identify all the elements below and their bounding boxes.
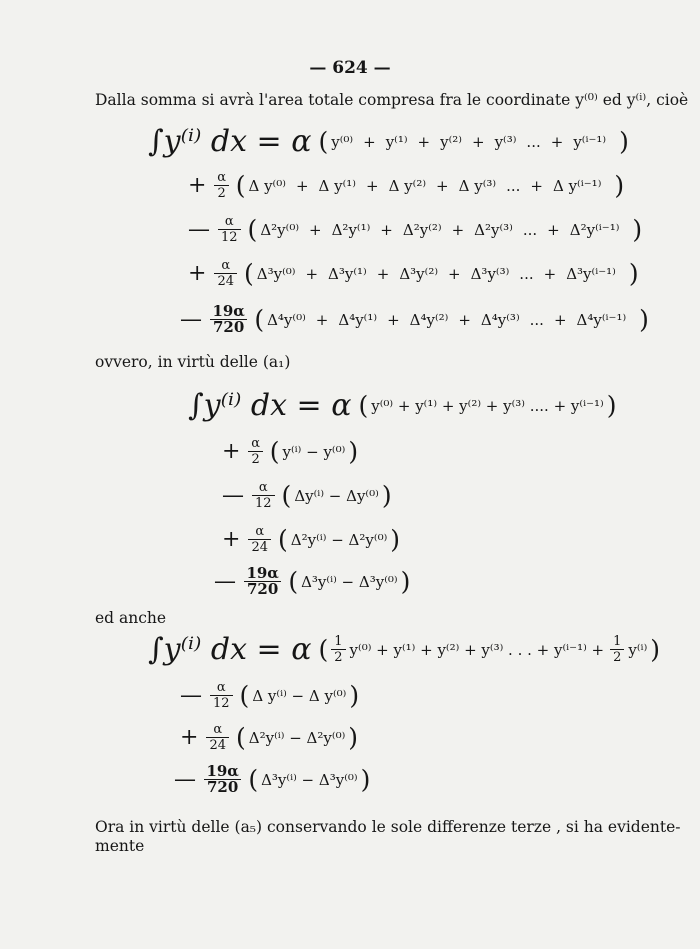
op-sign: + xyxy=(188,173,207,198)
eq1-row5-t0: Δ⁴y⁽⁰⁾ xyxy=(267,310,306,329)
fraction xyxy=(214,170,228,201)
op-sign: — xyxy=(180,307,202,332)
frac-den: 720 xyxy=(244,581,281,597)
left-paren: ( xyxy=(358,391,369,420)
eq1-row5-t5: + xyxy=(458,310,471,329)
right-paren: ) xyxy=(632,215,643,244)
equation-3-line-1 xyxy=(148,632,663,667)
frac-den: 720 xyxy=(204,779,241,795)
eq1-row1-t2: y⁽¹⁾ xyxy=(385,132,408,151)
eq1-row3-t2: Δ²y⁽¹⁾ xyxy=(331,220,371,239)
right-paren: ) xyxy=(400,567,411,596)
op-sign: — xyxy=(222,483,244,508)
right-paren: ) xyxy=(381,481,392,510)
left-paren: ( xyxy=(277,525,288,554)
frac-num: 1 xyxy=(613,634,622,649)
fraction xyxy=(331,634,345,665)
left-paren: ( xyxy=(239,681,250,710)
frac-den: 12 xyxy=(218,229,241,245)
eq1-row1-t7: ... xyxy=(526,132,541,151)
op-sign: + xyxy=(188,261,207,286)
left-paren: ( xyxy=(247,215,258,244)
op-sign: — xyxy=(180,683,202,708)
page-number: — 624 — xyxy=(309,58,391,78)
equation-2-line-1 xyxy=(188,388,620,423)
op-sign: + xyxy=(222,527,241,552)
ed-anche-text: ed anche xyxy=(95,609,167,627)
eq1-row1-t6: y⁽³⁾ xyxy=(494,132,517,151)
eq1-row3-t7: ... xyxy=(522,220,538,239)
eq1-row3-t5: + xyxy=(451,220,465,239)
frac-den: 720 xyxy=(210,319,247,335)
frac-num: α xyxy=(224,214,234,229)
eq1-row5-t8: + xyxy=(553,310,567,329)
eq1-row4-t4: Δ³y⁽²⁾ xyxy=(399,264,439,283)
equation-3-row xyxy=(180,722,361,753)
equation-1-line-3 xyxy=(188,214,645,245)
eq1-row2-t3: + xyxy=(366,176,379,195)
left-paren: ( xyxy=(269,437,280,466)
frac-num: α xyxy=(221,258,231,273)
fraction xyxy=(252,480,275,511)
fraction xyxy=(244,566,281,597)
eq1-row2-t7: ... xyxy=(506,176,521,195)
fraction xyxy=(210,304,247,335)
right-paren: ) xyxy=(349,681,360,710)
eq1-row4-t0: Δ³y⁽⁰⁾ xyxy=(256,264,296,283)
eq2-row-body: Δ²y⁽ⁱ⁾ − Δ²y⁽⁰⁾ xyxy=(290,530,388,549)
frac-num: α xyxy=(255,524,265,539)
frac-num: α xyxy=(213,722,223,737)
eq1-row5-t2: Δ⁴y⁽¹⁾ xyxy=(338,310,378,329)
right-paren: ) xyxy=(360,765,371,794)
frac-num: α xyxy=(258,480,268,495)
closing-text-2: mente xyxy=(95,837,145,855)
fraction xyxy=(248,436,262,467)
eq1-row3-t3: + xyxy=(380,220,393,239)
eq1-row3-t4: Δ²y⁽²⁾ xyxy=(402,220,442,239)
right-paren: ) xyxy=(650,635,661,664)
eq1-row1-t5: + xyxy=(471,132,485,151)
eq1-row4-t1: + xyxy=(305,264,319,283)
eq3-first-mid: y⁽⁰⁾ + y⁽¹⁾ + y⁽²⁾ + y⁽³⁾ . . . + y⁽ⁱ⁻¹⁾ + xyxy=(349,640,605,659)
fraction xyxy=(218,214,241,245)
frac-num: 19α xyxy=(212,302,245,320)
eq1-row4-t5: + xyxy=(448,264,461,283)
eq1-row3-t1: + xyxy=(309,220,322,239)
left-paren: ( xyxy=(318,127,329,156)
left-paren: ( xyxy=(235,723,246,752)
eq1-row1-t9: y⁽ⁱ⁻¹⁾ xyxy=(573,132,607,151)
op-sign: + xyxy=(180,725,199,750)
equation-1-line-1 xyxy=(148,124,632,159)
eq1-row3-t9: Δ²y⁽ⁱ⁻¹⁾ xyxy=(569,220,620,239)
right-paren: ) xyxy=(628,259,639,288)
eq2-row-body: Δy⁽ⁱ⁾ − Δy⁽⁰⁾ xyxy=(294,486,379,505)
eq1-row2-t0: Δ y⁽⁰⁾ xyxy=(248,176,286,195)
closing-text-1: Ora in virtù delle (a₅) conservando le sole differenze terze , si ha evidente- xyxy=(95,818,681,836)
eq1-row3-t6: Δ²y⁽³⁾ xyxy=(474,220,513,239)
ovvero-text: ovvero, in virtù delle (a₁) xyxy=(95,353,291,371)
frac-den: 2 xyxy=(214,185,228,201)
left-paren: ( xyxy=(288,567,299,596)
eq1-row1-t0: y⁽⁰⁾ xyxy=(331,132,354,151)
right-paren: ) xyxy=(348,723,359,752)
eq1-lhs: ∫y⁽ⁱ⁾ dx = α xyxy=(148,124,312,159)
right-paren: ) xyxy=(614,171,625,200)
eq1-row5-t6: Δ⁴y⁽³⁾ xyxy=(480,310,520,329)
eq1-row5-t1: + xyxy=(315,310,329,329)
eq3-row-body: Δ³y⁽ⁱ⁾ − Δ³y⁽⁰⁾ xyxy=(261,770,358,789)
frac-den: 12 xyxy=(210,695,233,711)
eq3-first-end: y⁽ⁱ⁾ xyxy=(628,640,648,659)
frac-num: 1 xyxy=(334,634,343,649)
eq1-row4-t9: Δ³y⁽ⁱ⁻¹⁾ xyxy=(566,264,616,283)
frac-den: 24 xyxy=(206,737,229,753)
frac-den: 24 xyxy=(214,273,237,289)
eq3-lhs: ∫y⁽ⁱ⁾ dx = α xyxy=(148,632,312,667)
equation-1-line-4 xyxy=(188,258,642,289)
left-paren: ( xyxy=(243,259,254,288)
eq1-row5-t7: ... xyxy=(529,310,544,329)
right-paren: ) xyxy=(390,525,401,554)
eq1-row3-t0: Δ²y⁽⁰⁾ xyxy=(260,220,300,239)
equation-2-row xyxy=(222,436,361,467)
left-paren: ( xyxy=(248,765,259,794)
frac-num: 19α xyxy=(206,762,239,780)
eq1-row1-t4: y⁽²⁾ xyxy=(440,132,462,151)
eq3-row-body: Δ²y⁽ⁱ⁾ − Δ²y⁽⁰⁾ xyxy=(248,728,346,747)
right-paren: ) xyxy=(348,437,359,466)
right-paren: ) xyxy=(606,391,617,420)
eq3-row-body: Δ y⁽ⁱ⁾ − Δ y⁽⁰⁾ xyxy=(252,686,347,705)
fraction xyxy=(610,634,624,665)
eq2-row-body: y⁽ⁱ⁾ − y⁽⁰⁾ xyxy=(282,442,346,461)
eq1-row2-t2: Δ y⁽¹⁾ xyxy=(318,176,356,195)
eq1-row5-t4: Δ⁴y⁽²⁾ xyxy=(409,310,449,329)
op-sign: — xyxy=(214,569,236,594)
frac-den: 2 xyxy=(610,649,624,665)
frac-num: 19α xyxy=(246,564,279,582)
fraction xyxy=(204,764,241,795)
frac-num: α xyxy=(216,680,226,695)
fraction xyxy=(214,258,237,289)
eq1-row2-t5: + xyxy=(436,176,449,195)
equation-2-row xyxy=(214,566,413,597)
eq1-row3-t8: + xyxy=(547,220,560,239)
op-sign: — xyxy=(188,217,210,242)
eq2-row-body: Δ³y⁽ⁱ⁾ − Δ³y⁽⁰⁾ xyxy=(301,572,398,591)
left-paren: ( xyxy=(281,481,292,510)
frac-den: 2 xyxy=(248,451,262,467)
fraction xyxy=(210,680,233,711)
eq2-lhs: ∫y⁽ⁱ⁾ dx = α xyxy=(188,388,352,423)
eq1-row4-t8: + xyxy=(543,264,557,283)
equation-3-row xyxy=(174,764,373,795)
frac-den: 2 xyxy=(331,649,345,665)
equation-2-row xyxy=(222,524,403,555)
eq1-row2-t1: + xyxy=(295,176,309,195)
frac-den: 24 xyxy=(248,539,271,555)
left-paren: ( xyxy=(318,635,329,664)
eq2-first: y⁽⁰⁾ + y⁽¹⁾ + y⁽²⁾ + y⁽³⁾ .... + y⁽ⁱ⁻¹⁾ xyxy=(371,396,604,415)
equation-3-row xyxy=(180,680,362,711)
frac-num: α xyxy=(251,436,260,451)
eq1-row1-t3: + xyxy=(417,132,431,151)
eq1-row2-t4: Δ y⁽²⁾ xyxy=(388,176,427,195)
frac-den: 12 xyxy=(252,495,275,511)
frac-num: α xyxy=(217,170,226,185)
eq1-row1-t1: + xyxy=(363,132,376,151)
eq1-row5-t9: Δ⁴y⁽ⁱ⁻¹⁾ xyxy=(576,310,627,329)
eq1-row4-t3: + xyxy=(376,264,390,283)
eq1-row2-t8: + xyxy=(530,176,543,195)
op-sign: + xyxy=(222,439,241,464)
right-paren: ) xyxy=(639,305,649,334)
eq1-row1-t8: + xyxy=(550,132,564,151)
eq1-row4-t7: ... xyxy=(519,264,534,283)
fraction xyxy=(248,524,271,555)
equation-2-row xyxy=(222,480,395,511)
equation-1-line-2 xyxy=(188,170,627,201)
op-sign: — xyxy=(174,767,196,792)
eq1-row4-t2: Δ³y⁽¹⁾ xyxy=(328,264,367,283)
eq1-row5-t3: + xyxy=(387,310,400,329)
eq1-row2-t9: Δ y⁽ⁱ⁻¹⁾ xyxy=(552,176,602,195)
fraction xyxy=(206,722,229,753)
right-paren: ) xyxy=(619,127,629,156)
intro-text: Dalla somma si avrà l'area totale compresa fra le coordinate y⁽⁰⁾ ed y⁽ⁱ⁾, cioè xyxy=(95,91,689,109)
left-paren: ( xyxy=(254,305,265,334)
left-paren: ( xyxy=(235,171,246,200)
equation-1-line-5 xyxy=(180,304,652,335)
eq1-row2-t6: Δ y⁽³⁾ xyxy=(458,176,497,195)
eq1-row4-t6: Δ³y⁽³⁾ xyxy=(470,264,510,283)
